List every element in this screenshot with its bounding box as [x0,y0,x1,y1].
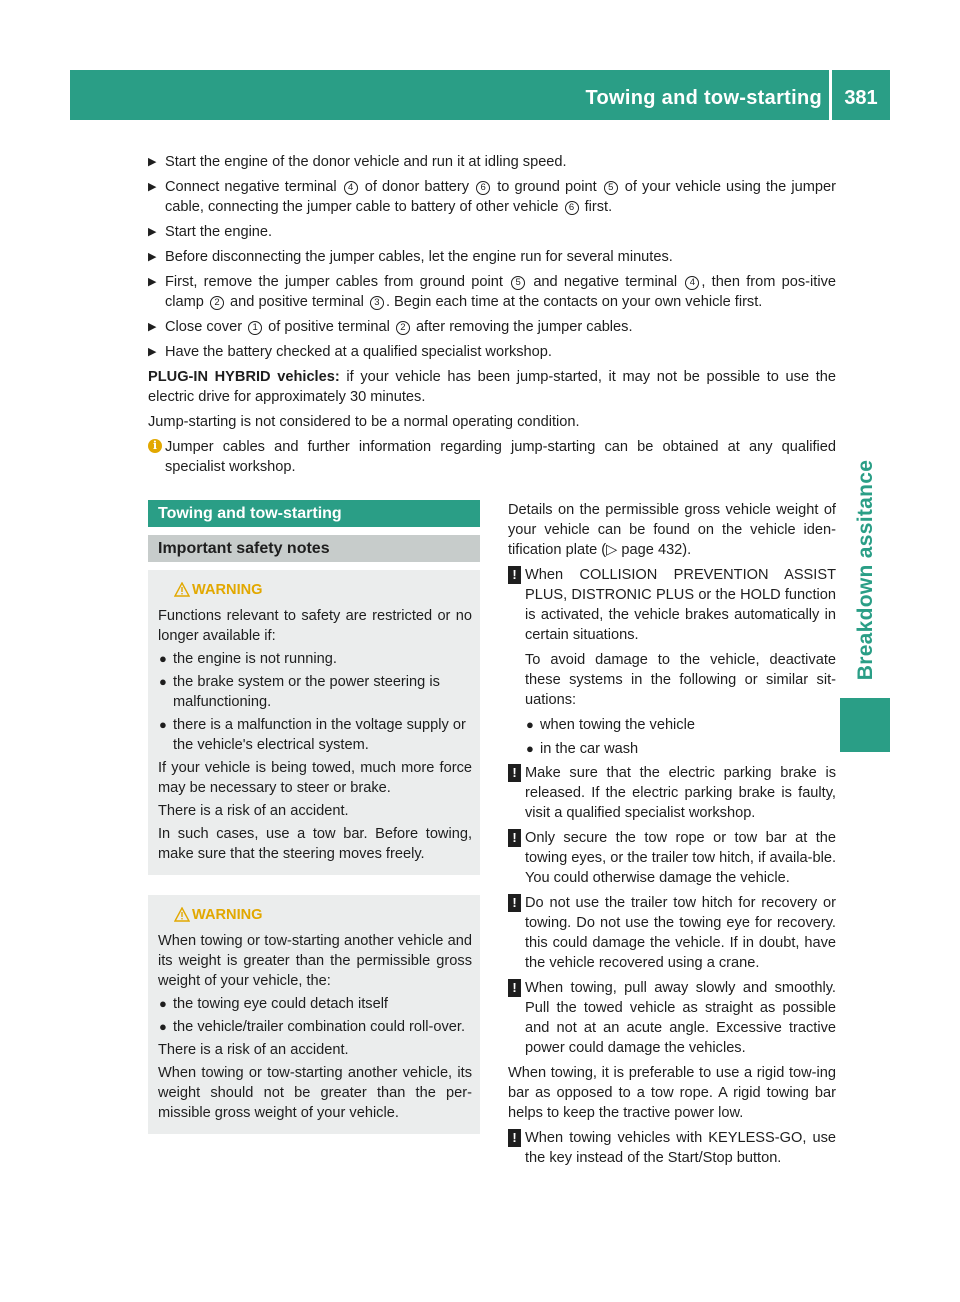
step-text: after removing the jumper cables. [411,319,633,335]
step-item [148,222,836,242]
note-pull-away: ! When towing, pull away slowly and smoothly. Pull the towed vehicle as straight as possible and not at an acute angle. Excessive tractive power could damage the vehicles. [508,978,836,1058]
step-text: First, remove the jumper cables from ground point [165,274,510,290]
step-text: Connect negative terminal [165,179,342,195]
note-trailer-hitch: ! Do not use the trailer tow hitch for recovery or towing. Do not use the towing eye for recovery. this could damage the vehicle. If in doubt, have the vehicle recovered using a crane. [508,893,836,973]
step-item [148,177,836,217]
bullet-icon: ● [159,651,167,666]
step-text: of donor battery [359,179,475,195]
warning-intro: Functions relevant to safety are restricted or no longer available if: [158,608,472,644]
hybrid-paragraph [148,367,836,407]
towing-right-column [508,500,836,1173]
exclamation-icon: ! [508,829,521,847]
normal-condition-text: Jump-starting is not considered to be a normal operating condition. [148,414,580,430]
warning-intro: When towing or tow-starting another vehicle and its weight is greater than the permissible gross weight of your vehicle, the: [158,933,472,989]
step-text: Have the battery checked at a qualified specialist workshop. [165,344,552,360]
callout-number: 4 [685,276,699,290]
bullet-icon: ● [159,996,167,1011]
info-note [148,437,836,477]
warning-title: WARNING [158,905,472,925]
exclamation-icon: ! [508,979,521,997]
exclamation-icon: ! [508,1129,521,1147]
step-arrow-icon: ▶ [148,251,157,263]
gross-weight-text: Details on the permissible gross vehicle weight of your vehicle can be found on the vehicle iden-tification plate (▷ page 432). [508,502,836,558]
exclamation-icon: ! [508,894,521,912]
callout-number: 6 [476,181,490,195]
side-tab [846,440,886,700]
list-item: ● there is a malfunction in the voltage supply or the vehicle's electrical system. [159,717,466,753]
step-arrow-icon: ▶ [148,346,157,358]
step-text: and positive terminal [225,294,368,310]
page-number: 381 [844,87,878,109]
warning-box-1 [148,570,480,875]
exclamation-icon: ! [508,566,521,584]
step-item [148,152,836,172]
step-list [148,152,836,362]
step-text: . Begin each time at the contacts on your own vehicle first. [385,294,763,310]
side-tab-label: Breakdown assitance [854,459,877,681]
callout-number: 2 [210,296,224,310]
section-title: Towing and tow-starting [148,500,480,527]
step-arrow-icon: ▶ [148,156,157,168]
note-tow-rope: ! Only secure the tow rope or tow bar at the towing eyes, or the trailer tow hitch, if availa-ble. You could otherwise damage the vehicle. [508,828,836,888]
list-item: ● the engine is not running. [159,651,337,667]
warning-text: There is a risk of an accident. [158,1042,349,1058]
step-arrow-icon: ▶ [148,181,157,193]
subsection-title: Important safety notes [148,535,480,562]
bullet-icon: ● [159,717,167,732]
step-text: of your vehicle using the jumper cable, connecting the jumper cable to battery of other vehicle [165,179,836,215]
side-tab-block [840,698,890,752]
warning-title: WARNING [158,580,472,600]
step-text: Start the engine of the donor vehicle and run it at idling speed. [165,154,567,170]
jump-start-section [148,152,836,477]
step-text: Close cover [165,319,247,335]
bullet-icon: ● [526,741,534,756]
callout-number: 2 [396,321,410,335]
step-arrow-icon: ▶ [148,276,157,288]
step-item [148,272,836,312]
towing-left-column [148,500,480,1134]
callout-number: 1 [248,321,262,335]
note-collision: ! When COLLISION PREVENTION ASSIST PLUS, DISTRONIC PLUS or the HOLD function is activated, the vehicle brakes automatically in certain situations. [508,565,836,645]
warning-text: If your vehicle is being towed, much more force may be necessary to steer or brake. [158,760,472,796]
step-text: , then from pos-itive clamp [165,274,836,310]
warning-box-2 [148,895,480,1134]
warning-text: There is a risk of an accident. [158,803,349,819]
rigid-bar-text: When towing, it is preferable to use a rigid tow-ing bar as opposed to a tow rope. A rigid towing bar helps to keep the tractive power low. [508,1065,836,1121]
note-keyless-go: ! When towing vehicles with KEYLESS-GO, use the key instead of the Start/Stop button. [508,1128,836,1168]
note-deactivate: To avoid damage to the vehicle, deactivate these systems in the following or similar sit-uations: [525,652,836,708]
bullet-icon: ● [159,1019,167,1034]
warning-text: In such cases, use a tow bar. Before towing, make sure that the steering moves freely. [158,826,472,862]
step-arrow-icon: ▶ [148,226,157,238]
step-item [148,342,836,362]
warning-triangle-icon [174,907,190,922]
step-item [148,247,836,267]
info-text: Jumper cables and further information regarding jump-starting can be obtained at any qualified specialist workshop. [165,439,836,475]
list-item: ● the towing eye could detach itself [159,996,388,1012]
hybrid-label: PLUG-IN HYBRID vehicles: [148,369,340,385]
exclamation-icon: ! [508,764,521,782]
info-icon: i [148,439,162,453]
hybrid-text: if your vehicle has been jump-started, it may not be possible to use the electric drive for approximately 30 minutes. [148,369,837,405]
callout-number: 6 [565,201,579,215]
bullet-icon: ● [159,674,167,689]
step-text: first. [580,199,613,215]
step-arrow-icon: ▶ [148,321,157,333]
warning-text: When towing or tow-starting another vehicle, its weight should not be greater than the per-missible gross weight of your vehicle. [158,1065,472,1121]
list-item: ● the vehicle/trailer combination could roll-over. [159,1019,466,1035]
step-text: to ground point [492,179,602,195]
step-text: of positive terminal [264,319,394,335]
list-item: ● when towing the vehicle [526,717,695,733]
step-text: Start the engine. [165,224,273,240]
callout-number: 4 [344,181,358,195]
callout-number: 3 [370,296,384,310]
page-header-title: Towing and tow-starting [585,87,822,109]
step-item [148,317,836,337]
note-parking-brake: ! Make sure that the electric parking brake is released. If the electric parking brake is faulty, visit a qualified specialist workshop. [508,763,836,823]
step-text: and negative terminal [527,274,684,290]
bullet-icon: ● [526,717,534,732]
callout-number: 5 [604,181,618,195]
step-text: Before disconnecting the jumper cables, let the engine run for several minutes. [165,249,673,265]
list-item: ● the brake system or the power steering is malfunctioning. [159,674,440,710]
warning-triangle-icon [174,582,190,597]
callout-number: 5 [511,276,525,290]
list-item: ● in the car wash [526,741,639,757]
